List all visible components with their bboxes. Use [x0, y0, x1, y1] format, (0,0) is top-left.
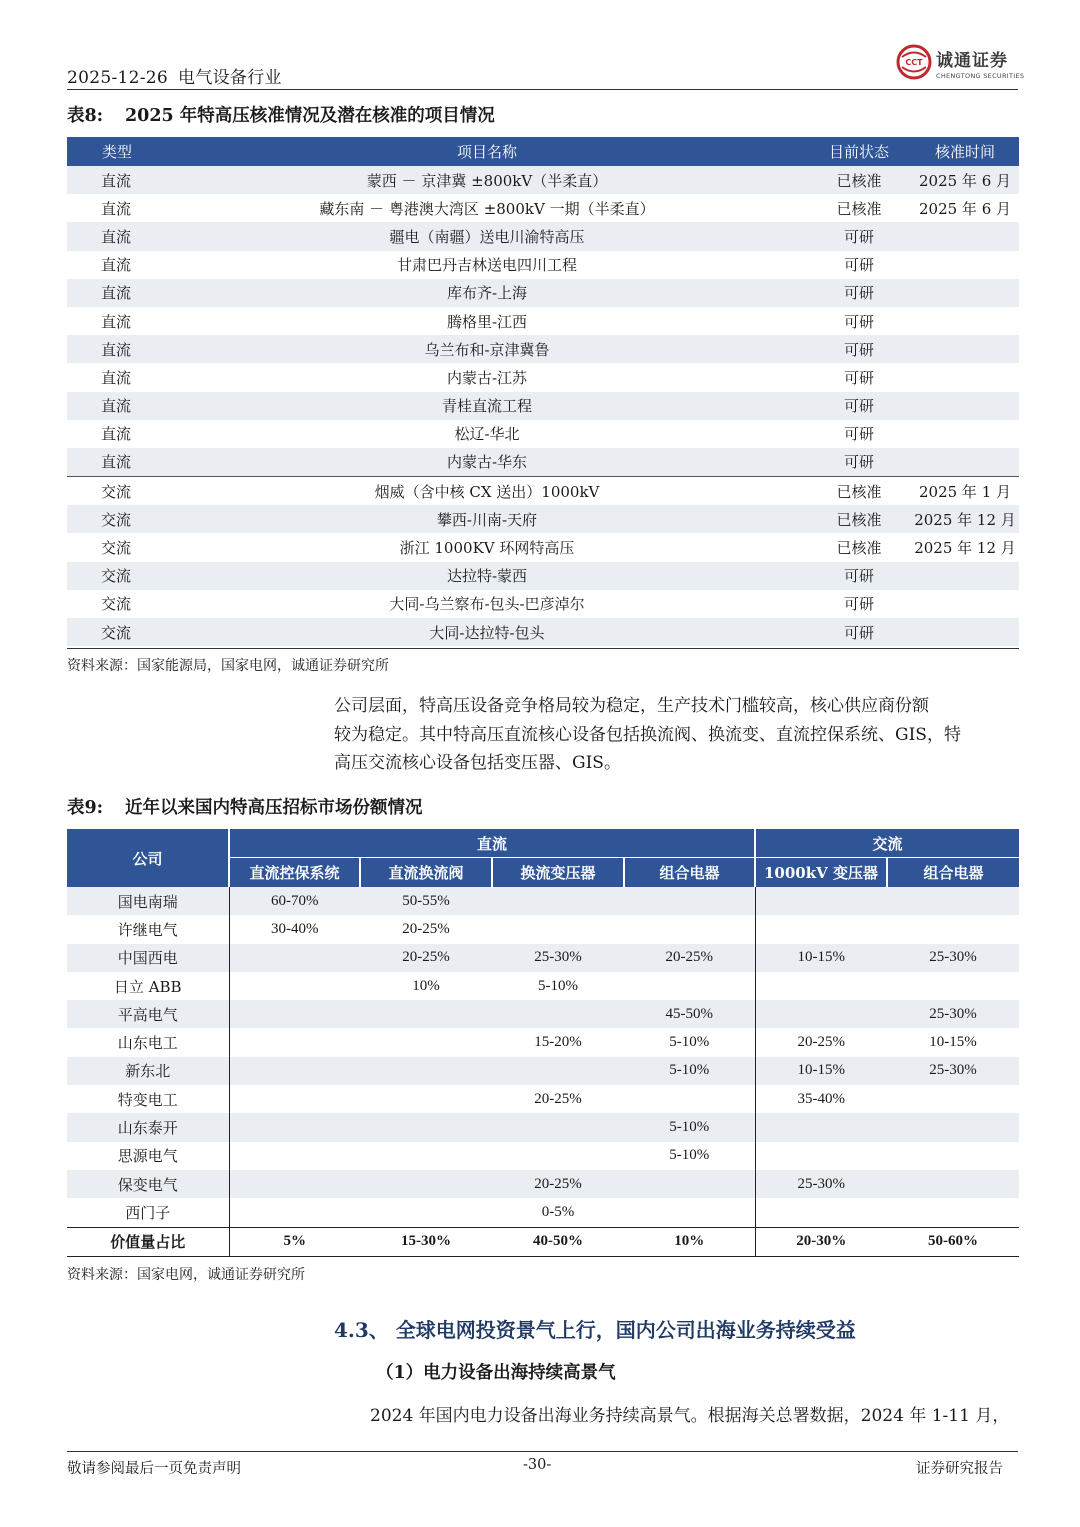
table9-company-cell: 特变电工: [117, 1090, 178, 1109]
table9-share-cell: [492, 1000, 624, 1028]
table8-status-cell: 可研: [807, 279, 911, 307]
table8-project-cell: 库布齐-上海: [167, 279, 807, 307]
company-logo: [896, 44, 1025, 80]
table9-col-header: 组合电器: [624, 858, 755, 888]
table9-share-cell: [229, 944, 360, 972]
table8-date-cell: [911, 335, 1019, 363]
table8-project-cell: 疆电（南疆）送电川渝特高压: [167, 222, 807, 250]
table9-share-cell: [492, 1142, 624, 1170]
page-number: -30-: [523, 1457, 552, 1473]
table9-share-cell: [755, 1000, 887, 1028]
table8-date-cell: 2025 年 12 月: [911, 505, 1019, 533]
table9-share-cell: 10-15%: [755, 944, 887, 972]
section-subheading: （1）电力设备出海持续高景气: [376, 1363, 616, 1383]
table9-total-cell: 40-50%: [492, 1227, 624, 1256]
table9-row: [67, 1000, 1019, 1028]
table8-status-cell: 可研: [843, 256, 874, 275]
logo-name-cn: 诚通证券: [936, 51, 1008, 71]
table9-source: 资料来源：国家电网，诚通证券研究所: [67, 1267, 305, 1283]
table9-share-cell: [887, 1085, 1019, 1113]
table9-share-cell: [887, 915, 1019, 943]
table9-share-cell: 10-15%: [755, 1057, 887, 1085]
table9-row: [67, 887, 1019, 915]
table9-row: [67, 972, 1019, 1000]
table9-share-cell: [624, 1198, 755, 1227]
table8-project-cell: 烟威（含中核 CX 送出）1000kV: [167, 477, 807, 506]
table9-company-cell: 山东泰开: [67, 1113, 229, 1141]
table8-row: [67, 420, 1019, 448]
table9-share-cell: 25-30%: [887, 1057, 1019, 1085]
table8-row: [67, 590, 1019, 618]
table8-row: [67, 448, 1019, 477]
table9-total-cell: 50-60%: [887, 1227, 1019, 1256]
table9-share-cell: [887, 887, 1019, 915]
table8-type-cell: 直流: [67, 279, 167, 307]
table8-row: [67, 392, 1019, 420]
table9-share-cell: [624, 1085, 755, 1113]
table8-row: [67, 477, 1019, 506]
table9-share-cell: [360, 1170, 492, 1198]
table9-company-cell: 新东北: [67, 1057, 229, 1085]
table8-row: [67, 279, 1019, 307]
table9-company-cell: 西门子: [125, 1203, 171, 1222]
footer-rule: [67, 1451, 1018, 1452]
paragraph-line: 公司层面，特高压设备竞争格局较为稳定，生产技术门槛较高，核心供应商份额: [334, 696, 929, 716]
table9-share-cell: 25-30%: [887, 1000, 1019, 1028]
table9-share-cell: [887, 1170, 1019, 1198]
table8-project-cell: 大同-乌兰察布-包头-巴彦淖尔: [389, 595, 585, 614]
table9-share-cell: [887, 1113, 1019, 1141]
table9-row: [67, 1057, 1019, 1085]
table9-share-cell: 35-40%: [755, 1085, 887, 1113]
table8-date-cell: 2025 年 12 月: [914, 539, 1016, 558]
table9-share-cell: [360, 1085, 492, 1113]
table9-row: [67, 1198, 1019, 1227]
table9-share-cell: 20-25%: [755, 1028, 887, 1056]
table8-status-cell: 可研: [807, 222, 911, 250]
table9-total-cell: 20-30%: [755, 1227, 887, 1256]
table8-type-cell: 交流: [67, 505, 167, 533]
table8-type-cell: 交流: [101, 539, 132, 558]
table8-row: [67, 307, 1019, 335]
table9-total-cell: 10%: [624, 1227, 755, 1256]
table8-row: [67, 505, 1019, 533]
table8-type-cell: 直流: [67, 335, 167, 363]
table9-share-cell: [887, 1198, 1019, 1227]
table8-project-cell: 蒙西 － 京津冀 ±800kV（半柔直）: [167, 166, 807, 194]
table9-share-cell: 5-10%: [624, 1057, 755, 1085]
table8-row: [67, 222, 1019, 250]
table8-project-cell: 攀西-川南-天府: [167, 505, 807, 533]
header-rule: [67, 89, 1018, 90]
table9-total-cell: 5%: [229, 1227, 360, 1256]
table9-share-cell: [492, 915, 624, 943]
table8-status-cell: 已核准: [807, 477, 911, 506]
table9-share-cell: 20-25%: [402, 920, 450, 937]
table8-label: 表8:: [67, 106, 104, 126]
table8-type-cell: 直流: [101, 312, 132, 331]
table9-share-cell: [755, 915, 887, 943]
footer-disclaimer: 敬请参阅最后一页免责声明: [67, 1461, 241, 1477]
table9-share-cell: [624, 887, 755, 915]
table8-type-cell: 交流: [67, 618, 167, 646]
table9-share-cell: 5-10%: [669, 1147, 710, 1164]
table9-company-cell: 日立 ABB: [113, 977, 182, 996]
table9-total-label: 价值量占比: [67, 1227, 229, 1256]
table8-source: 资料来源：国家能源局，国家电网，诚通证券研究所: [67, 658, 389, 674]
table8-project-cell: 藏东南 － 粤港澳大湾区 ±800kV 一期（半柔直）: [319, 199, 655, 218]
table8-status-cell: 可研: [843, 595, 874, 614]
table8-project-cell: 甘肃巴丹吉林送电四川工程: [396, 256, 577, 275]
table9-share-cell: 5-10%: [624, 1113, 755, 1141]
table8-title: [67, 102, 495, 127]
table9-caption: 近年以来国内特高压招标市场份额情况: [125, 798, 423, 818]
table9-share-cell: [755, 972, 887, 1000]
svg-text:CCT: CCT: [905, 58, 923, 67]
table8-row: [67, 562, 1019, 590]
table9-share-cell: 0-5%: [541, 1203, 575, 1220]
table9-share-cell: [755, 1113, 887, 1141]
table9-share-cell: [492, 1057, 624, 1085]
table9-company-cell: 山东电工: [117, 1034, 178, 1053]
table9-company-cell: 保变电气: [67, 1170, 229, 1198]
table9-row: [67, 1085, 1019, 1113]
table8-project-cell: 达拉特-蒙西: [167, 562, 807, 590]
table9-share-cell: [887, 972, 1019, 1000]
footer-report-type: 证券研究报告: [916, 1461, 1003, 1477]
paragraph-line: 高压交流核心设备包括变压器、GIS。: [334, 753, 621, 774]
table9-share-cell: [755, 1198, 887, 1227]
table9-share-cell: [229, 972, 360, 1000]
table9-share-cell: 30-40%: [229, 915, 360, 943]
table9-share-cell: [624, 1170, 755, 1198]
table9-share-cell: 45-50%: [624, 1000, 755, 1028]
table8-status-cell: 可研: [807, 392, 911, 420]
table8-date-cell: [911, 562, 1019, 590]
table8-project-cell: 浙江 1000KV 环网特高压: [399, 539, 575, 558]
table8-col-header: 目前状态: [807, 137, 911, 166]
table8-date-cell: [911, 363, 1019, 391]
table8-status-cell: 可研: [807, 618, 911, 646]
report-date: 2025-12-26: [67, 68, 169, 88]
table9-share-cell: 20-25%: [624, 944, 755, 972]
table9-share-cell: [360, 1000, 492, 1028]
table8-type-cell: 直流: [67, 448, 167, 477]
table9-share-cell: 25-30%: [887, 944, 1019, 972]
report-industry: 电气设备行业: [178, 68, 282, 88]
table8-row: [67, 194, 1019, 222]
table8-col-header: 类型: [67, 137, 167, 166]
table8-type-cell: 直流: [67, 222, 167, 250]
table8-date-cell: [911, 307, 1019, 335]
table8-header-row: [67, 137, 1019, 166]
table8-status-cell: 可研: [843, 368, 874, 387]
table9-share-cell: 5-10%: [538, 977, 578, 994]
table8-date-cell: 2025 年 1 月: [911, 477, 1019, 506]
table9-share-cell: [755, 887, 887, 915]
table9-row: [67, 1142, 1019, 1170]
table9-share-cell: [492, 887, 624, 915]
table8-date-cell: [911, 279, 1019, 307]
table9-share-cell: 15-20%: [534, 1034, 582, 1051]
table9-share-cell: [624, 915, 755, 943]
table9-share-cell: [360, 1028, 492, 1056]
table8-status-cell: 可研: [807, 448, 911, 477]
table9-share-cell: [492, 1113, 624, 1141]
table9-share-cell: [360, 1113, 492, 1141]
table8-date-cell: 2025 年 6 月: [911, 166, 1019, 194]
table8-date-cell: [911, 618, 1019, 646]
table9-col-header: 换流变压器: [492, 858, 624, 888]
table9-share-cell: [229, 1028, 360, 1056]
table8-project-cell: 腾格里-江西: [446, 312, 528, 331]
table8-date-cell: [911, 222, 1019, 250]
body-paragraph: [334, 692, 1018, 778]
table8-status-cell: 已核准: [836, 199, 882, 218]
table9-row: [67, 944, 1019, 972]
table9-share-cell: 20-25%: [360, 944, 492, 972]
table9-share-cell: [229, 1142, 360, 1170]
table9-share-cell: [229, 1000, 360, 1028]
table8-date-cell: [911, 590, 1019, 618]
table8-project-cell: 乌兰布和-京津冀鲁: [167, 335, 807, 363]
table8-type-cell: 直流: [67, 392, 167, 420]
section-body: 2024 年国内电力设备出海业务持续高景气。根据海关总署数据，2024 年 1-11 月，: [370, 1406, 1010, 1426]
table9-share-cell: 50-55%: [360, 887, 492, 915]
table8-type-cell: 交流: [67, 562, 167, 590]
table9-col-header: 组合电器: [887, 858, 1019, 888]
table9-share-cell: [229, 1057, 360, 1085]
table9-col-header: 直流控保系统: [229, 858, 360, 888]
table8-bottom-rule: [67, 648, 1019, 649]
table9-company-cell: 中国西电: [67, 944, 229, 972]
table9: [67, 829, 1019, 1257]
table9-share-cell: 25-30%: [755, 1170, 887, 1198]
table8-caption: 2025 年特高压核准情况及潜在核准的项目情况: [125, 106, 495, 126]
table9-company-header: 公司: [67, 829, 229, 887]
table9-company-cell: 平高电气: [67, 1000, 229, 1028]
table8-row: [67, 363, 1019, 391]
table9-row: [67, 1028, 1019, 1056]
table9-share-cell: [887, 1142, 1019, 1170]
table8-row: [67, 335, 1019, 363]
table9-share-cell: 20-25%: [492, 1170, 624, 1198]
table9-row: [67, 1113, 1019, 1141]
table8-row: [67, 166, 1019, 194]
table9-title: [67, 794, 423, 819]
table8-row: [67, 251, 1019, 279]
table9-total-cell: 15-30%: [360, 1227, 492, 1256]
table9-col-header: 直流换流阀: [360, 858, 492, 888]
table9-share-cell: 5-10%: [669, 1034, 710, 1051]
table8-date-cell: [911, 251, 1019, 279]
table9-company-cell: 国电南瑞: [67, 887, 229, 915]
table9-share-cell: 10%: [412, 977, 440, 994]
table8-status-cell: 可研: [807, 562, 911, 590]
table9-row: [67, 915, 1019, 943]
table9-share-cell: 25-30%: [492, 944, 624, 972]
table8-status-cell: 已核准: [836, 539, 882, 558]
table9-ac-header: 交流: [755, 829, 1019, 858]
table8-date-cell: 2025 年 6 月: [918, 199, 1012, 218]
logo-mark-icon: [896, 44, 934, 80]
table8-type-cell: 直流: [101, 199, 132, 218]
table9-share-cell: [624, 972, 755, 1000]
table9-row: [67, 1170, 1019, 1198]
table8-project-cell: 松辽-华北: [454, 425, 520, 444]
table9-share-cell: 10-15%: [929, 1034, 977, 1051]
table8-date-cell: [911, 392, 1019, 420]
logo-name-en: CHENGTONG SECURITIES: [936, 72, 1025, 80]
table8-status-cell: 已核准: [807, 505, 911, 533]
table8-type-cell: 交流: [67, 477, 167, 506]
table9-col-header: 1000kV 变压器: [755, 858, 887, 888]
table9-share-cell: [229, 1113, 360, 1141]
table8-status-cell: 可研: [843, 312, 874, 331]
table9-dc-header: 直流: [229, 829, 755, 858]
table8-status-cell: 可研: [807, 335, 911, 363]
table8-status-cell: 可研: [843, 425, 874, 444]
table9-share-cell: [229, 1085, 360, 1113]
table8-row: [67, 533, 1019, 561]
table8: [67, 137, 1019, 646]
table8-date-cell: [911, 420, 1019, 448]
table9-group-row: [67, 829, 1019, 858]
table8-status-cell: 已核准: [807, 166, 911, 194]
table8-row: [67, 618, 1019, 646]
table8-type-cell: 直流: [101, 425, 132, 444]
table9-label: 表9:: [67, 798, 104, 818]
table9-share-cell: [360, 1142, 492, 1170]
table8-col-header: 项目名称: [167, 137, 807, 166]
table9-share-cell: [229, 1198, 360, 1227]
header-info: [67, 63, 282, 88]
paragraph-line: 较为稳定。其中特高压直流核心设备包括换流阀、换流变、直流控保系统、GIS，特: [334, 724, 961, 745]
table8-type-cell: 交流: [101, 595, 132, 614]
table9-company-cell: 思源电气: [117, 1147, 178, 1166]
table8-type-cell: 直流: [101, 256, 132, 275]
table8-date-cell: [911, 448, 1019, 477]
table8-type-cell: 直流: [67, 166, 167, 194]
table9-share-cell: 60-70%: [229, 887, 360, 915]
table8-col-header: 核准时间: [911, 137, 1019, 166]
table8-project-cell: 内蒙古-华东: [167, 448, 807, 477]
table9-total-row: [67, 1227, 1019, 1256]
table8-type-cell: 直流: [101, 368, 132, 387]
table9-share-cell: [360, 1057, 492, 1085]
table9-share-cell: 20-25%: [534, 1090, 582, 1107]
table9-share-cell: [229, 1170, 360, 1198]
table8-project-cell: 内蒙古-江苏: [446, 368, 528, 387]
section-heading: 4.3、 全球电网投资景气上行，国内公司出海业务持续受益: [334, 1318, 856, 1342]
table9-share-cell: [755, 1142, 887, 1170]
table9-share-cell: [360, 1198, 492, 1227]
table9-company-cell: 许继电气: [117, 920, 178, 939]
table8-project-cell: 青桂直流工程: [167, 392, 807, 420]
table8-project-cell: 大同-达拉特-包头: [167, 618, 807, 646]
